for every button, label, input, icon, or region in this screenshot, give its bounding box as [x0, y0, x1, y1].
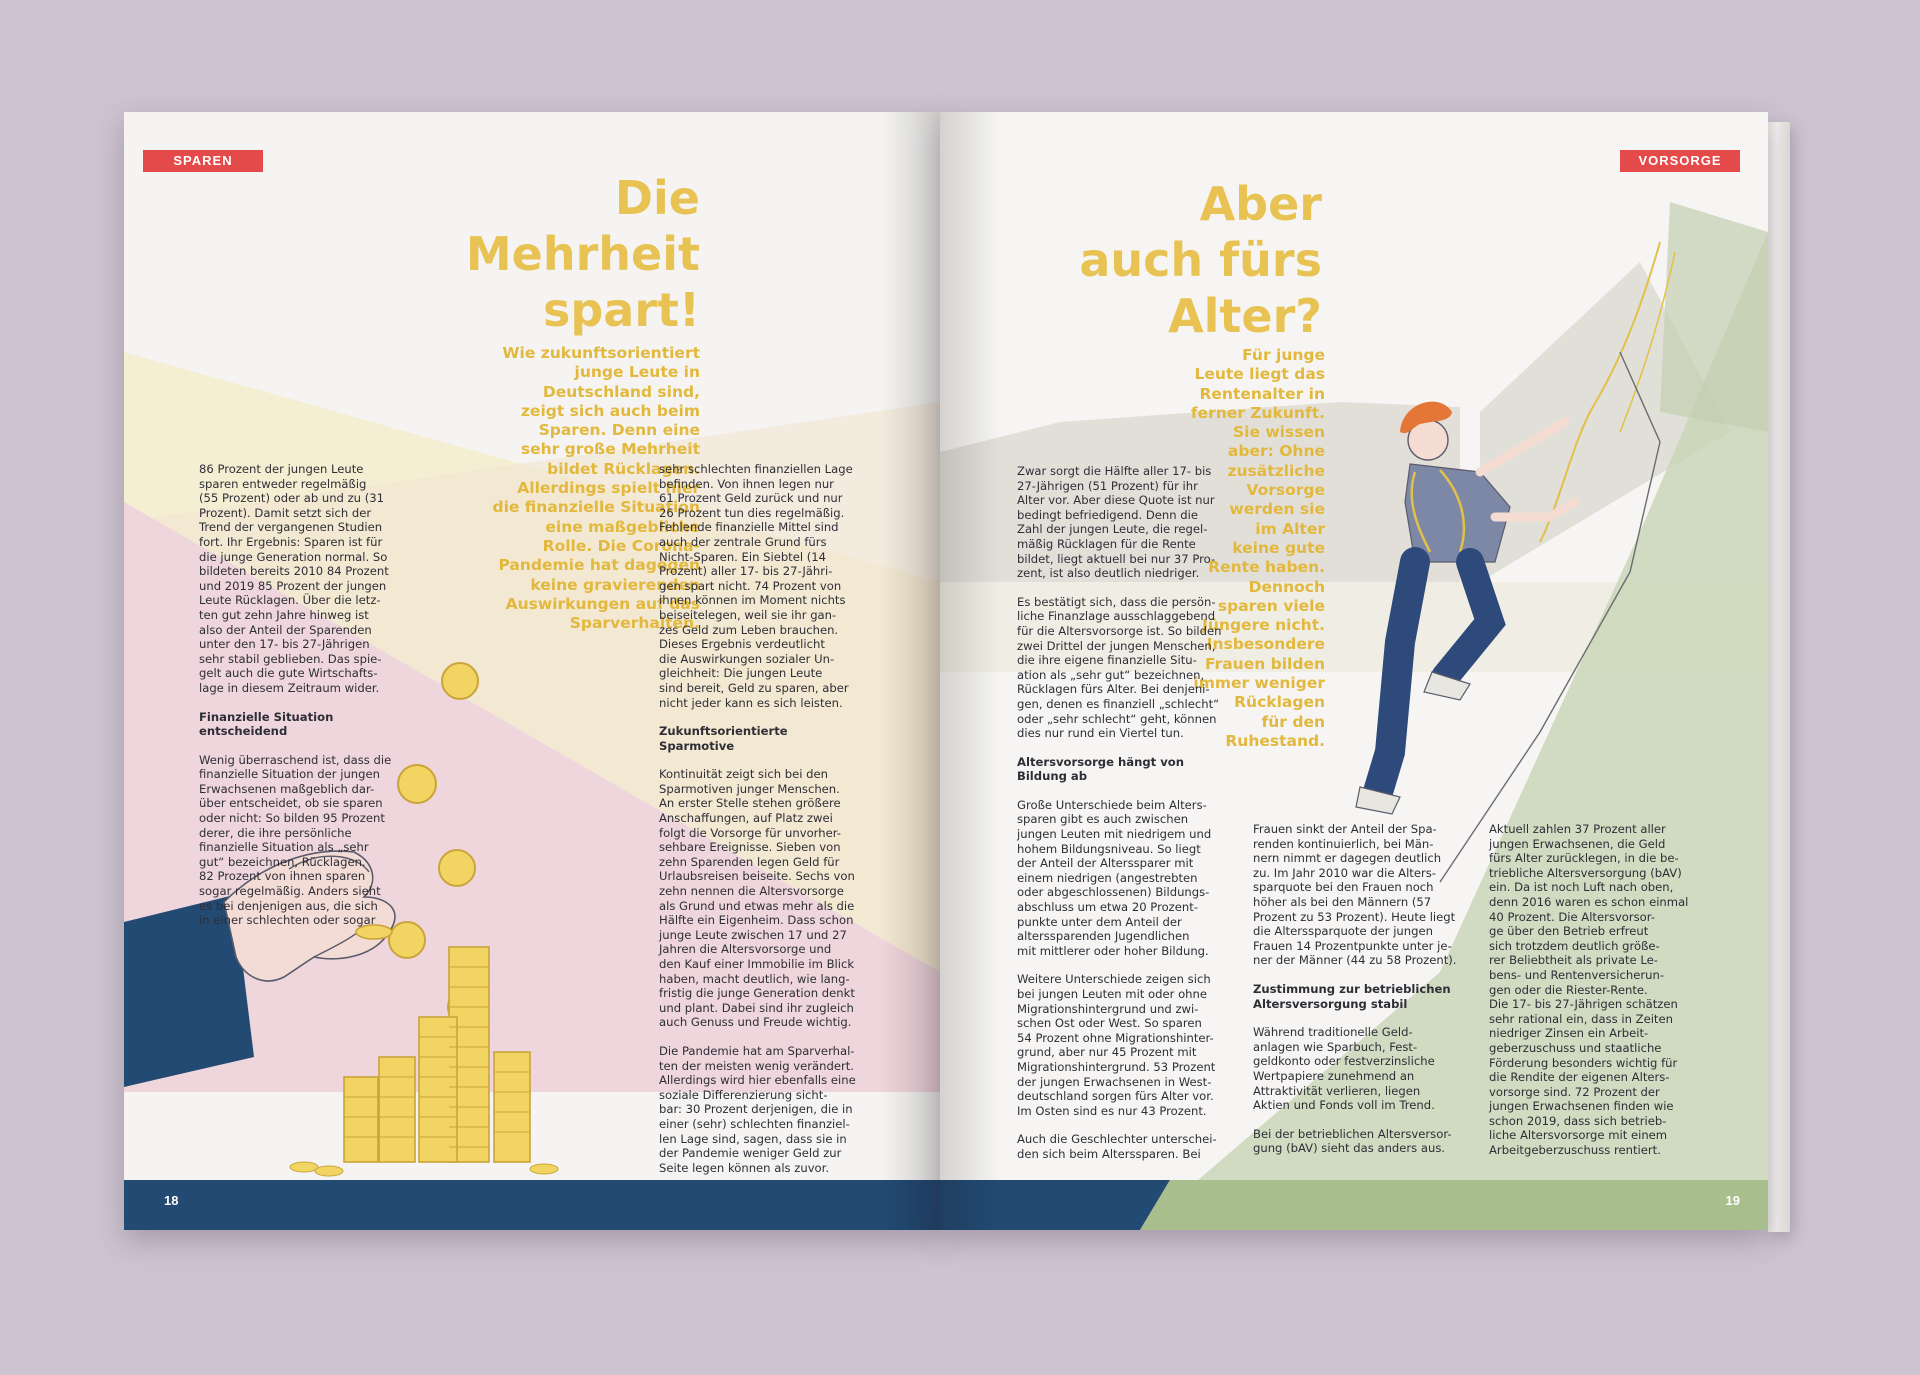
text-line: Rücklagen [1234, 693, 1325, 712]
text-line: bar: 30 Prozent derjenigen, die in [659, 1102, 853, 1117]
paragraph [659, 1044, 864, 1175]
text-line: gelt auch die gute Wirtschafts- [199, 666, 378, 681]
text-line: nern nimmt er dagegen deutlich [1253, 851, 1442, 866]
text-line: keine gravierenden [530, 575, 700, 594]
text-line: Vorsorge [1246, 481, 1325, 500]
paragraph [1017, 798, 1222, 959]
text-line: Alter vor. Aber diese Quote ist nur [1017, 493, 1215, 508]
paragraph [199, 753, 394, 928]
text-line: Fehlende finanzielle Mittel sind [659, 520, 839, 535]
text-line: Kontinuität zeigt sich bei den [659, 767, 828, 782]
text-line: Im Osten sind es nur 43 Prozent. [1017, 1103, 1207, 1118]
text-line: Deutschland sind, [542, 382, 700, 401]
text-line: beiseitelegen, weil sie ihr gan- [659, 607, 837, 622]
text-line: der Anteil der Alterssparer mit [1017, 856, 1194, 871]
text-line: Urlaubsreisen beiseite. Sechs von [659, 869, 855, 884]
text-line: Migrationshintergrund und zwi- [1017, 1001, 1199, 1016]
text-line: Zahl der jungen Leute, die regel- [1017, 522, 1208, 537]
text-line: mit mittlerer oder hoher Bildung. [1017, 943, 1209, 958]
text-column-1 [1017, 464, 1222, 1176]
text-line: zehn Sparenden legen Geld für [659, 854, 840, 869]
text-line: Migrationshintergrund. 53 Prozent [1017, 1059, 1216, 1074]
text-line: 86 Prozent der jungen Leute [199, 462, 364, 476]
text-line: dies nur rund ein Viertel tun. [1017, 726, 1184, 741]
text-line: Bildung ab [1017, 769, 1088, 784]
text-line: 54 Prozent ohne Migrationshinter- [1017, 1030, 1214, 1045]
text-line: aber: Ohne [1227, 442, 1325, 461]
text-line: Trend der vergangenen Studien [199, 520, 383, 535]
text-line: (55 Prozent) oder ab und zu (31 [199, 491, 384, 506]
page-stack-edge [1768, 122, 1790, 1232]
text-line: sparen gibt es auch zwischen [1017, 812, 1189, 827]
text-line: fürs Alter zurücklegen, in die be- [1489, 851, 1679, 866]
text-line: den Kauf einer Immobilie im Blick [659, 957, 855, 971]
text-line: Allerdings spielt hier [517, 479, 700, 498]
text-line: Rente haben. [1208, 558, 1325, 577]
text-line: Prozent). Damit setzt sich der [199, 505, 372, 520]
text-line: hohem Bildungsniveau. So liegt [1017, 841, 1201, 856]
right-page [940, 112, 1768, 1230]
text-line: ge über den Betrieb erfreut [1489, 924, 1649, 939]
text-line: über entscheidet, ob sie sparen [199, 796, 383, 811]
text-line: Leute Rücklagen. Über die letz- [199, 593, 381, 608]
text-line: als Grund und etwas mehr als die [659, 898, 855, 913]
text-line: liche Finanzlage ausschlaggebend [1017, 609, 1216, 624]
text-line: 27-Jährigen (51 Prozent) für ihr [1017, 478, 1198, 493]
text-line: Hälfte ein Eigenheim. Dass schon [659, 913, 854, 928]
text-line: die finanzielle Situation [492, 498, 700, 517]
text-line: bildet, liegt aktuell bei nur 37 Pro- [1017, 551, 1216, 566]
text-line: ein. Da ist noch Luft nach oben, [1489, 880, 1674, 895]
text-line: triebliche Altersversorgung (bAV) [1489, 865, 1682, 880]
text-line: Prozent) aller 17- bis 27-Jähri- [659, 564, 833, 579]
text-line: deutschland sorgen fürs Alter vor. [1017, 1089, 1214, 1104]
climber-illustration [1320, 232, 1740, 892]
text-line: jungen Erwachsenen, die Geld [1489, 836, 1666, 851]
text-line: bens- und Rentenversicherun- [1489, 967, 1665, 982]
text-line: zeigt sich auch beim [520, 401, 700, 420]
text-line: sogar regelmäßig. Anders sieht [199, 884, 381, 899]
subheading: Zukunftsorientierte Sparmotive [659, 724, 788, 753]
text-line: Sparmotiven junger Menschen. [659, 781, 840, 796]
text-line: junge Leute in [574, 363, 700, 382]
text-line: ten der meisten wenig verändert. [659, 1058, 854, 1073]
text-line: Sie wissen [1232, 423, 1325, 442]
text-line: bei jungen Leuten mit oder ohne [1017, 987, 1207, 1001]
text-line: 26 Prozent tun dies regelmäßig. [659, 505, 845, 520]
text-line: sich trotzdem deutlich größe- [1489, 938, 1660, 953]
text-line: Nicht-Sparen. Ein Siebtel (14 [659, 549, 827, 564]
text-line: Dieses Ergebnis verdeutlicht [659, 637, 825, 652]
text-line: eine maßgebliche [545, 517, 700, 536]
text-line: Weitere Unterschiede zeigen sich [1017, 972, 1211, 987]
text-line: Zustimmung zur betrieblichen [1253, 981, 1451, 996]
text-line: Pandemie hat dagegen [498, 556, 700, 575]
text-column-2 [659, 462, 864, 1189]
text-line: gen spart nicht. 74 Prozent von [659, 578, 842, 593]
headline-left: Die Mehrheit spart! [465, 171, 700, 337]
page-number: 19 [1725, 1193, 1740, 1208]
text-line: Die Pandemie hat am Sparverhal- [659, 1043, 855, 1058]
text-line: sehr große Mehrheit [520, 440, 700, 459]
text-line: Jüngere nicht. [1202, 616, 1325, 635]
text-line: jungen Leuten mit niedrigem und [1017, 827, 1212, 842]
section-tag: SPAREN [143, 150, 263, 172]
text-line: für die Altersvorsorge ist. So bilden [1017, 623, 1222, 638]
text-line: die Rendite der eigenen Alters- [1489, 1070, 1670, 1085]
section-tag: VORSORGE [1620, 150, 1740, 172]
text-line: zent, ist also deutlich niedriger. [1017, 566, 1200, 581]
text-line: Allerdings wird hier ebenfalls eine [659, 1073, 856, 1088]
text-line: Seite legen können als zuvor. [659, 1160, 830, 1175]
text-line: 82 Prozent von ihnen sparen [199, 869, 366, 884]
text-line: Aktuell zahlen 37 Prozent aller [1489, 822, 1666, 836]
text-line: schen Ost oder West. So sparen [1017, 1016, 1202, 1031]
text-line: ferner Zukunft. [1190, 403, 1325, 422]
text-line: Sparen. Denn eine [538, 421, 700, 440]
text-line: ation als „sehr gut“ bezeichnen, [1017, 667, 1205, 682]
text-line: soziale Differenzierung sicht- [659, 1087, 828, 1102]
text-line: Aktien und Fonds voll im Trend. [1253, 1098, 1435, 1113]
text-line: sehr rational ein, dass in Zeiten [1489, 1011, 1673, 1026]
text-line: immer weniger [1193, 674, 1325, 693]
text-line: punkte unter dem Anteil der [1017, 914, 1182, 929]
text-line: 40 Prozent. Die Altersvorsor- [1489, 909, 1655, 924]
text-line: sparquote bei den Frauen noch [1253, 880, 1434, 895]
text-line: rer Beliebtheit als private Le- [1489, 953, 1658, 968]
text-line: Frauen 14 Prozentpunkte unter je- [1253, 938, 1452, 953]
text-line: befinden. Von ihnen legen nur [659, 476, 834, 491]
text-line: Attraktivität verlieren, liegen [1253, 1083, 1421, 1098]
text-line: Wie zukunftsorientiert [502, 344, 700, 362]
text-line: derer, die ihre persönliche [199, 825, 352, 840]
text-line: Rolle. Die Corona- [542, 536, 700, 555]
text-line: fort. Ihr Ergebnis: Sparen ist für [199, 534, 383, 549]
text-line: sparen entweder regelmäßig [199, 476, 367, 491]
text-line: einer (sehr) schlechten finanziel- [659, 1116, 850, 1131]
text-line: ner der Männer (44 zu 58 Prozent). [1253, 953, 1457, 968]
text-line: finanzielle Situation als „sehr [199, 840, 369, 855]
text-line: zes Geld zum Leben brauchen. [659, 622, 839, 637]
headline-right: Aber auch fürs Alter? [1079, 177, 1322, 343]
climber [1356, 402, 1575, 814]
text-line: der jungen Erwachsenen in West- [1017, 1074, 1212, 1089]
text-column-1 [199, 462, 394, 942]
text-line: grund, aber nur 45 Prozent mit [1017, 1045, 1197, 1060]
subheading: Finanzielle Situation entscheidend [199, 709, 334, 739]
text-line: Für junge [1242, 346, 1325, 364]
text-line: unter den 17- bis 27-Jährigen [199, 637, 370, 652]
text-line: gen oder die Riester-Rente. [1489, 982, 1648, 997]
text-line: finanzielle Situation der jungen [199, 767, 380, 782]
text-column-2 [1253, 822, 1458, 1170]
text-line: für den [1261, 712, 1325, 731]
text-line: Prozent zu 53 Prozent). Heute liegt [1253, 909, 1456, 924]
text-line: schon 2019, dass sich betrieb- [1489, 1113, 1667, 1128]
text-line: vorsorge sind. 72 Prozent der [1489, 1084, 1660, 1099]
text-line: der Pandemie weniger Geld zur [659, 1146, 842, 1161]
text-line: oder „sehr schlecht“ geht, können [1017, 711, 1217, 726]
text-line: Altersvorsorge hängt von [1017, 754, 1184, 769]
text-line: Förderung besonders wichtig für [1489, 1055, 1678, 1070]
text-line: Rentenalter in [1199, 384, 1325, 403]
text-line: es bei denjenigen aus, die sich [199, 898, 378, 913]
text-line: len Lage sind, sagen, dass sie in [659, 1131, 847, 1146]
text-line: Während traditionelle Geld- [1253, 1025, 1413, 1040]
text-line: werden sie [1229, 500, 1325, 519]
paragraph [1253, 822, 1458, 968]
text-line: sehr stabil geblieben. Das spie- [199, 651, 382, 666]
paragraph [1017, 972, 1222, 1118]
text-line: Sparverhalten. [569, 614, 700, 633]
paragraph [659, 462, 864, 710]
text-line: 61 Prozent Geld zurück und nur [659, 491, 843, 506]
subheading [1253, 982, 1458, 1011]
text-line: Bei der betrieblichen Altersversor- [1253, 1126, 1452, 1141]
text-line: folgt die Vorsorge für unvorher- [659, 825, 841, 840]
text-line: im Alter [1255, 519, 1325, 538]
text-line: sind bereit, Geld zu sparen, aber [659, 680, 849, 695]
text-line: denn 2016 waren es schon einmal [1489, 894, 1689, 909]
text-line: fristig die junge Generation denkt [659, 986, 855, 1001]
text-line: abschluss um etwa 20 Prozent- [1017, 900, 1198, 915]
text-line: die Alterssparquote der jungen [1253, 924, 1433, 939]
text-line: und plant. Dabei sind ihr zugleich [659, 1000, 854, 1015]
paragraph [199, 462, 394, 696]
page-number: 18 [164, 1193, 179, 1208]
text-column-3 [1489, 822, 1694, 1172]
text-line: An erster Stelle stehen größere [659, 796, 841, 811]
text-line: lage in diesem Zeitraum wider. [199, 680, 380, 695]
text-line: ihnen können im Moment nichts [659, 593, 846, 608]
text-line: Anschaffungen, auf Platz zwei [659, 811, 833, 826]
text-line: haben, macht deutlich, wie lang- [659, 971, 850, 986]
text-line: zusätzliche [1227, 461, 1325, 480]
text-line: ten gut zehn Jahre hinweg ist [199, 607, 369, 622]
text-line: oder nicht: So bilden 95 Prozent [199, 811, 385, 826]
text-line: sparen viele [1217, 596, 1325, 615]
text-line: in einer schlechten oder sogar [199, 913, 376, 928]
text-line: Erwachsenen maßgeblich dar- [199, 781, 375, 796]
text-line: renden kontinuierlich, bei Män- [1253, 836, 1434, 851]
text-line: Dennoch [1248, 577, 1325, 596]
text-line: sehr schlechten finanziellen Lage [659, 462, 853, 476]
text-line: Die 17- bis 27-Jährigen schätzen [1489, 997, 1678, 1012]
text-line: nicht jeder kann es sich leisten. [659, 695, 843, 710]
paragraph [659, 767, 864, 1030]
text-line: einem niedrigen (angestrebten [1017, 870, 1198, 885]
text-line: gung (bAV) sieht das anders aus. [1253, 1141, 1446, 1156]
text-line: alterssparenden Jugendlichen [1017, 929, 1190, 944]
text-line: oder abgeschlossenen) Bildungs- [1017, 885, 1210, 900]
subheading [1017, 755, 1222, 784]
text-line: Leute liegt das [1194, 365, 1325, 384]
text-line: die Auswirkungen sozialer Un- [659, 651, 835, 666]
text-line: Auswirkungen auf das [505, 594, 700, 613]
text-line: Es bestätigt sich, dass die persön- [1017, 594, 1216, 609]
text-line: gen, denen es finanziell „schlecht“ [1017, 696, 1220, 711]
text-line: zwei Drittel der jungen Menschen, [1017, 638, 1216, 653]
text-line: sehbare Ereignisse. Sieben von [659, 840, 841, 855]
text-line: Rücklagen fürs Alter. Bei denjeni- [1017, 682, 1210, 697]
paragraph [1253, 1127, 1458, 1156]
text-line: Jahren die Altersvorsorge und [659, 942, 832, 957]
text-line: zu. Im Jahr 2010 war die Alters- [1253, 865, 1436, 880]
text-line: Frauen bilden [1204, 654, 1325, 673]
text-line: junge Leute zwischen 17 und 27 [659, 927, 847, 942]
paragraph [1253, 1025, 1458, 1113]
paragraph [1017, 1132, 1222, 1161]
text-line: höher als bei den Männern (57 [1253, 894, 1432, 909]
text-line: Wertpapiere zunehmend an [1253, 1068, 1415, 1083]
text-line: die junge Generation normal. So [199, 549, 388, 564]
paragraph [1489, 822, 1694, 1158]
text-line: keine gute [1232, 538, 1325, 557]
text-line: niedriger Zinsen ein Arbeit- [1489, 1026, 1649, 1041]
text-line: also der Anteil der Sparenden [199, 622, 372, 637]
paragraph [1017, 595, 1222, 741]
text-line: bildet Rücklagen. [547, 459, 700, 478]
text-line: die ihre eigene finanzielle Situ- [1017, 653, 1197, 668]
text-line: gut“ bezeichnen, Rücklagen. [199, 854, 366, 869]
text-line: Große Unterschiede beim Alters- [1017, 797, 1207, 812]
paragraph [1017, 464, 1222, 581]
text-line: liche Altersvorsorge mit einem [1489, 1128, 1668, 1143]
text-line: geberzuschuss und staatliche [1489, 1040, 1662, 1055]
text-line: zehn nennen die Altersvorsorge [659, 884, 844, 899]
text-line: Altersversorgung stabil [1253, 996, 1408, 1011]
text-line: jungen Erwachsenen finden wie [1489, 1099, 1674, 1114]
text-line: Zwar sorgt die Hälfte aller 17- bis [1017, 464, 1212, 478]
text-line: auch Genuss und Freude wichtig. [659, 1015, 852, 1030]
text-line: Ruhestand. [1225, 731, 1325, 750]
text-line: gleichheit: Die jungen Leute [659, 666, 823, 681]
text-line: Auch die Geschlechter unterschei- [1017, 1132, 1217, 1147]
left-page [124, 112, 940, 1230]
text-line: auch der zentrale Grund fürs [659, 534, 827, 549]
text-line: und 2019 85 Prozent der jungen [199, 578, 387, 593]
text-line: bildeten bereits 2010 84 Prozent [199, 564, 389, 579]
text-line: Frauen sinkt der Anteil der Spa- [1253, 822, 1437, 836]
text-line: bedingt befriedigend. Denn die [1017, 507, 1199, 522]
text-line: mäßig Rücklagen für die Rente [1017, 536, 1196, 551]
text-line: Arbeitgeberzuschuss rentiert. [1489, 1143, 1661, 1158]
text-line: anlagen wie Sparbuch, Fest- [1253, 1039, 1418, 1054]
text-line: geldkonto oder festverzinsliche [1253, 1054, 1435, 1069]
coin-stacks [290, 947, 558, 1176]
text-line: den sich beim Alterssparen. Bei [1017, 1146, 1201, 1161]
text-line: Insbesondere [1206, 635, 1325, 654]
text-line: Wenig überraschend ist, dass die [199, 752, 392, 767]
